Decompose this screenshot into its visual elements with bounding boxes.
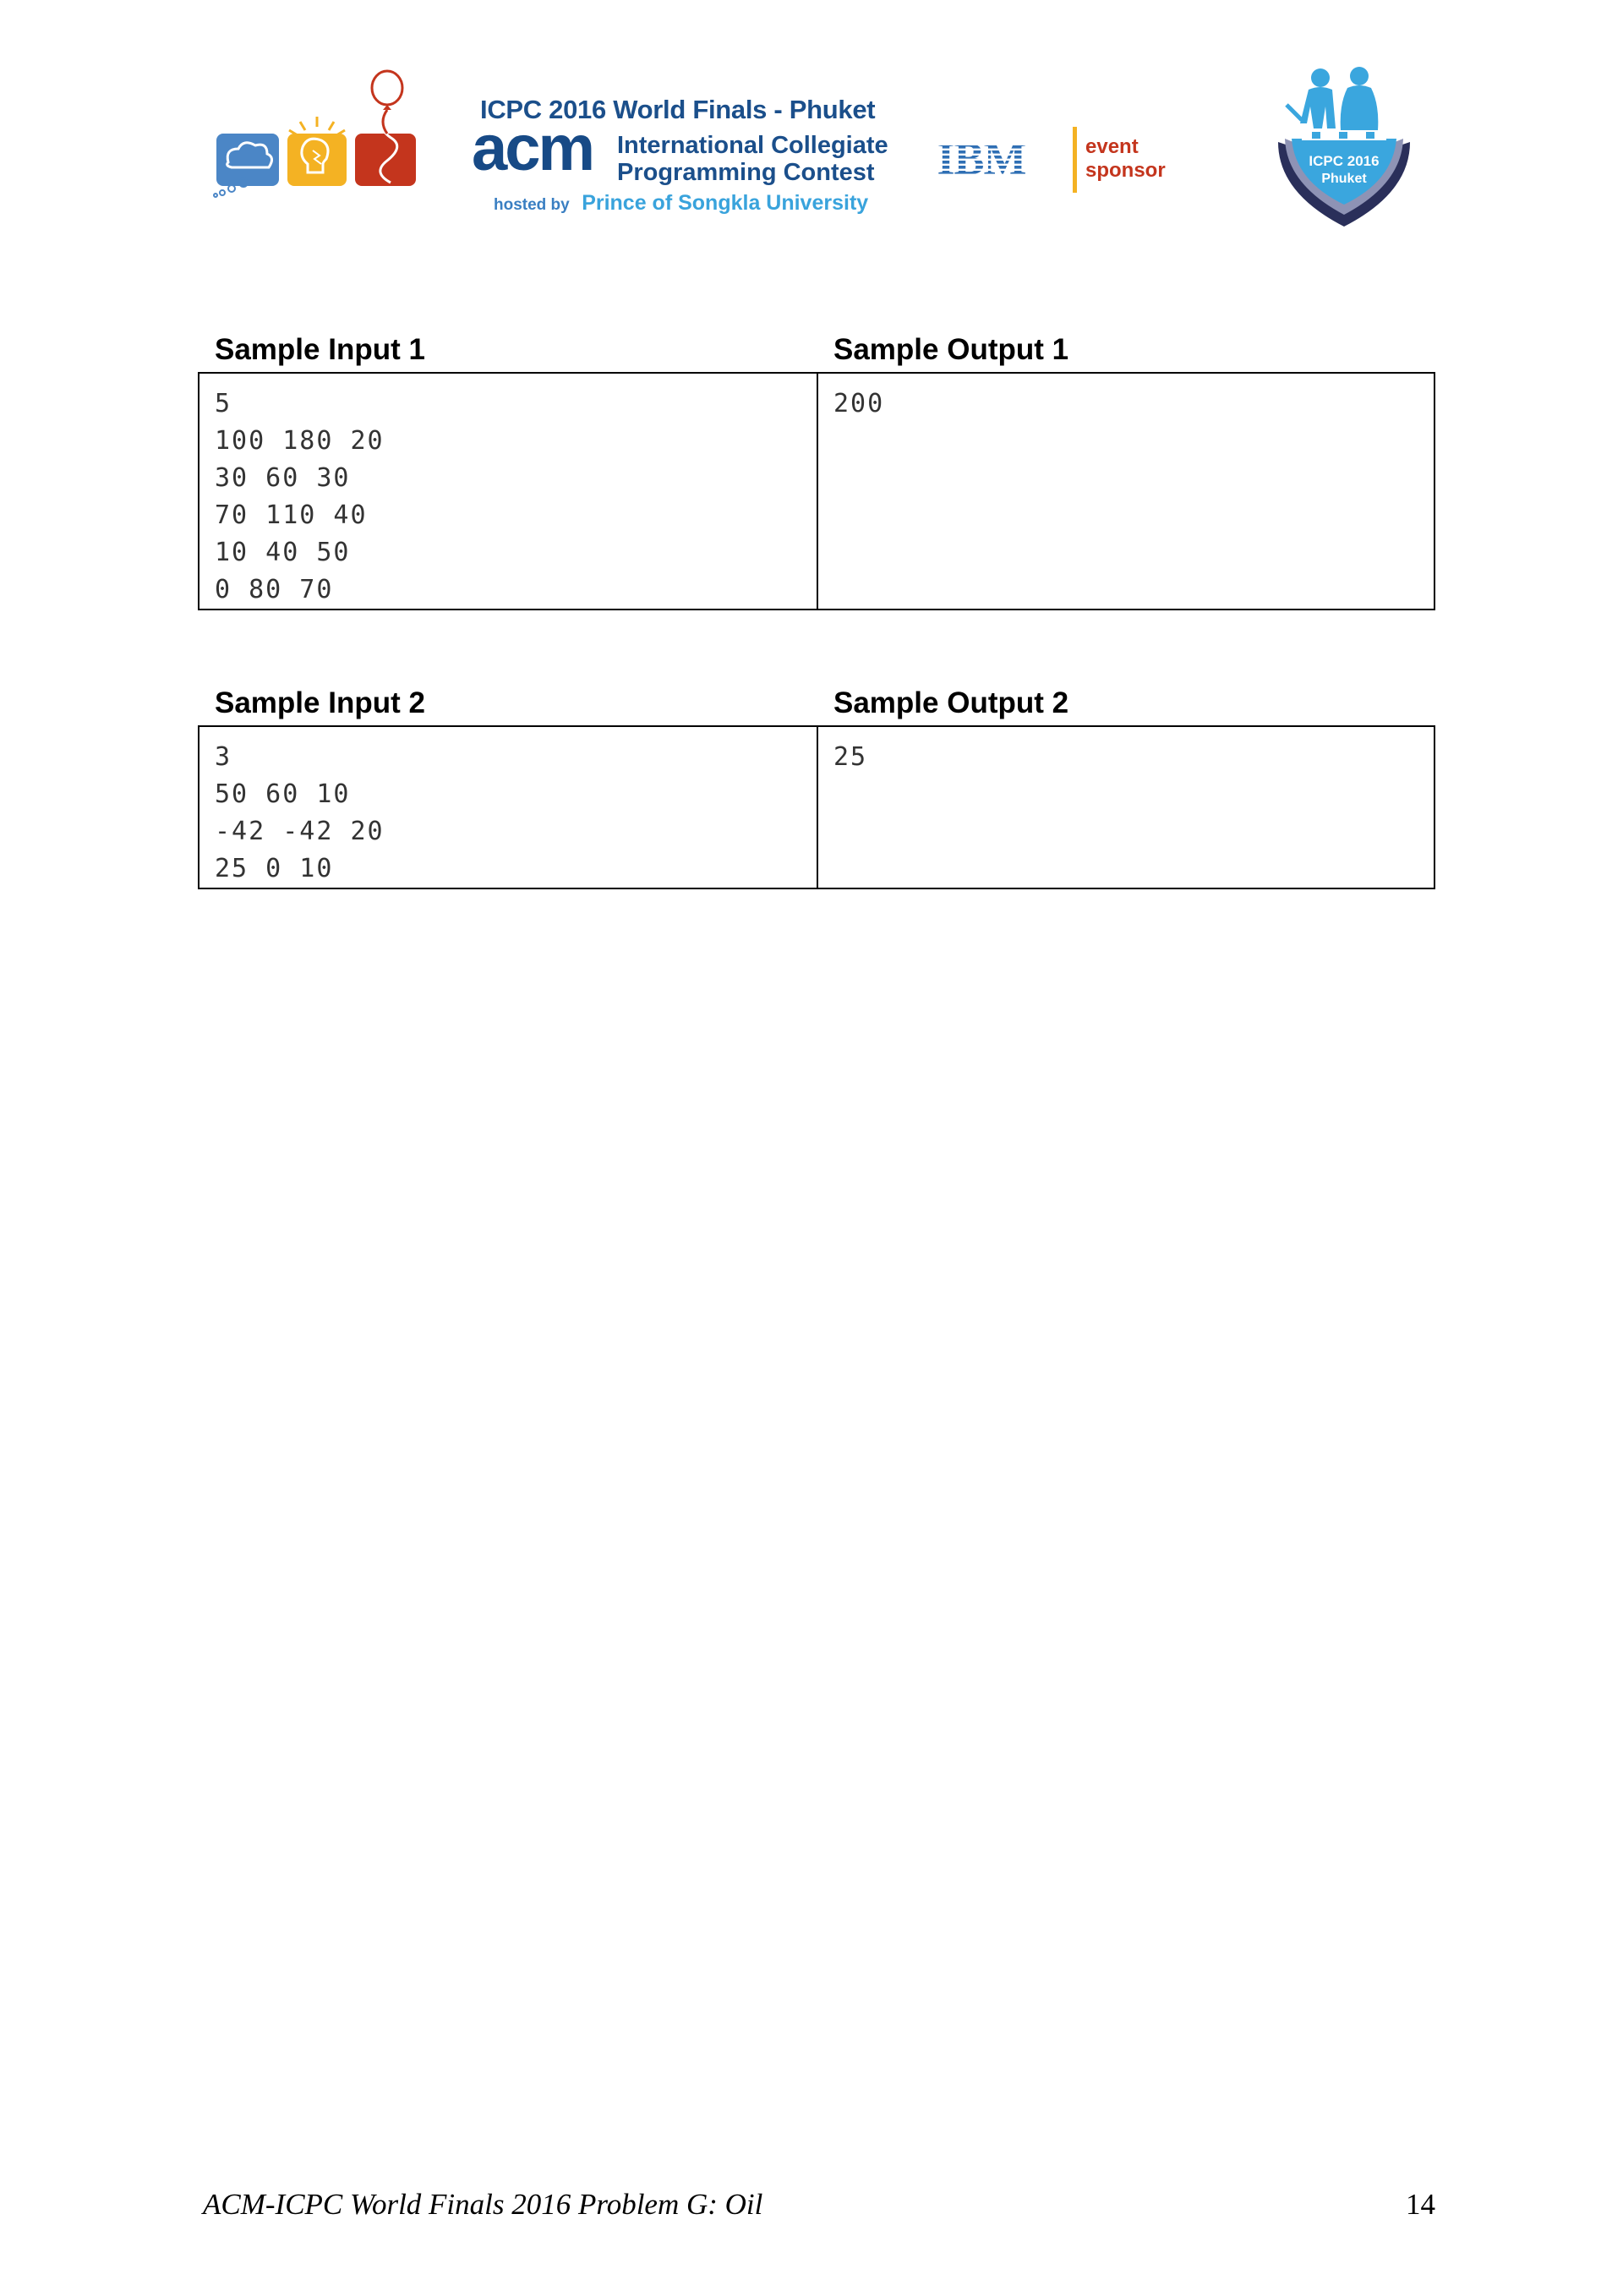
input-line: 0 80 70 — [215, 575, 334, 604]
sample-1-table — [198, 372, 1435, 610]
ibm-logo-text: IBM — [937, 135, 1026, 183]
sample-input-2 — [199, 727, 817, 888]
sample-input-1 — [199, 374, 817, 609]
input-line: 25 0 10 — [215, 854, 334, 883]
input-line: 3 — [215, 742, 232, 772]
ibm-logo — [928, 135, 1035, 183]
hosted-by-label: hosted by — [494, 196, 570, 214]
sample-input-2-title: Sample Input 2 — [215, 686, 425, 719]
contest-name-line-2: Programming Contest — [617, 159, 875, 186]
input-line: -42 -42 20 — [215, 817, 385, 846]
contest-name — [617, 132, 888, 186]
sample-1-header — [198, 328, 1435, 372]
output-line: 25 — [833, 742, 868, 772]
input-line: 100 180 20 — [215, 426, 385, 456]
sample-1 — [198, 328, 1435, 610]
badge-line-2: Phuket — [1321, 172, 1367, 186]
event-sponsor-label — [1085, 135, 1166, 183]
icpc-title: ICPC 2016 World Finals - Phuket — [480, 95, 876, 124]
icpc-icons-logo — [213, 69, 424, 205]
sponsor-line-1: event — [1085, 135, 1139, 158]
input-line: 50 60 10 — [215, 779, 351, 809]
sample-input-1-title: Sample Input 1 — [215, 333, 425, 366]
cloud-icon — [216, 134, 279, 186]
sponsor-line-2: sponsor — [1085, 159, 1166, 182]
footer-title: ACM-ICPC World Finals 2016 Problem G: Oil — [203, 2188, 763, 2221]
sample-2-table — [198, 725, 1435, 889]
sample-output-2-title: Sample Output 2 — [833, 686, 1069, 719]
icpc-phuket-badge — [1268, 61, 1420, 227]
output-line: 200 — [833, 389, 885, 418]
sample-output-1-title: Sample Output 1 — [833, 333, 1069, 366]
contest-name-line-1: International Collegiate — [617, 132, 888, 159]
input-line: 30 60 30 — [215, 463, 351, 493]
page-header — [0, 0, 1623, 245]
page-number: 14 — [1406, 2188, 1435, 2221]
host-university: Prince of Songkla University — [582, 191, 869, 215]
input-line: 5 — [215, 389, 232, 418]
host-line — [494, 191, 868, 216]
sponsor-divider — [1073, 127, 1077, 193]
badge-line-1: ICPC 2016 — [1309, 153, 1380, 169]
acm-wordmark: acm — [472, 112, 593, 184]
sample-output-1 — [817, 374, 1434, 609]
input-line: 10 40 50 — [215, 538, 351, 567]
sample-output-2 — [817, 727, 1434, 888]
sample-2 — [198, 681, 1435, 889]
sample-2-header — [198, 681, 1435, 725]
icpc-acm-logo — [472, 95, 894, 221]
input-line: 70 110 40 — [215, 500, 368, 530]
